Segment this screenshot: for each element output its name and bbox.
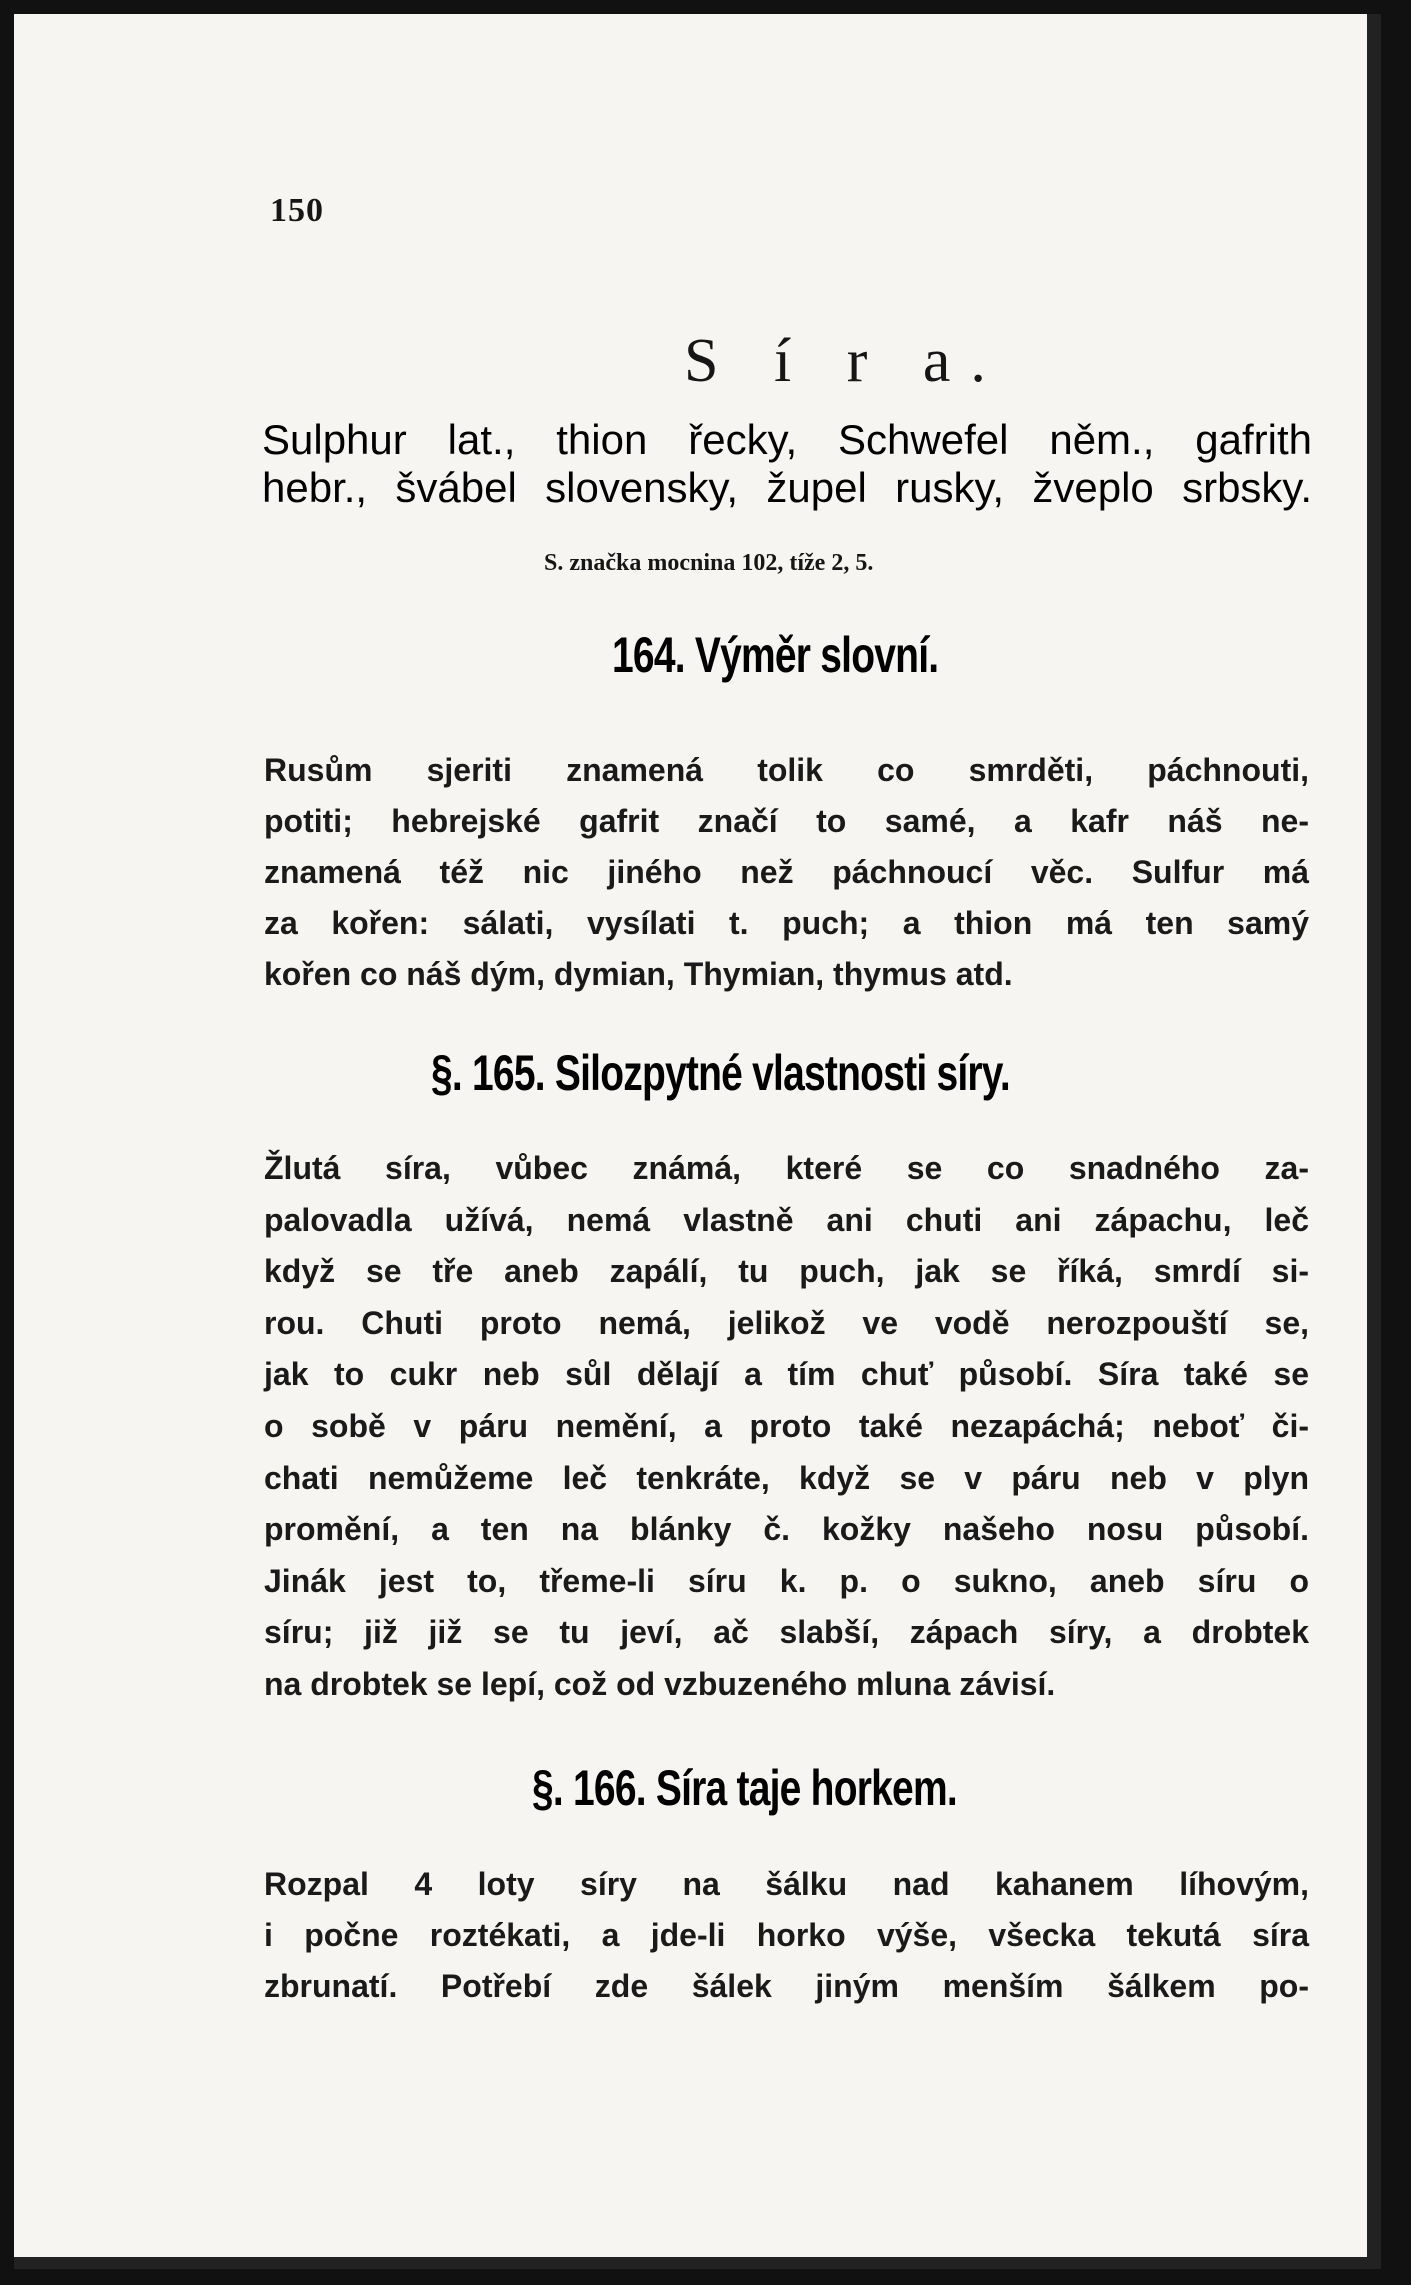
chapter-title: S í r a. [684,327,1006,395]
text-line: i počne roztékati, a jde-li horko výše, všecka tekutá síra [264,1917,1309,1953]
section-heading: §. 165. Silozpytné vlastnosti síry. [431,1045,1010,1101]
text-line: když se tře aneb zapálí, tu puch, jak se říká, smrdí si- [264,1253,1309,1290]
text-line: rou. Chuti proto nemá, jelikož ve vodě nerozpouští se, [264,1304,1309,1341]
synonyms-line: Sulphur lat., thion řecky, Schwefel něm., gafrith [262,416,1312,463]
text-line: Jinák jest to, třeme-li síru k. p. o sukno, aneb síru o [264,1562,1309,1599]
text-line: chati nemůžeme leč tenkráte, když se v páru neb v plyn [264,1459,1309,1496]
text-line: za kořen: sálati, vysílati t. puch; a thion má ten samý [264,905,1309,941]
section-paragraph [264,1859,1309,2012]
text-line: síru; již již se tu jeví, ač slabší, zápach síry, a drobtek [264,1614,1309,1651]
text-line: promění, a ten na blánky č. kožky našeho nosu působí. [264,1511,1309,1548]
text-line: potiti; hebrejské gafrit značí to samé, a kafr náš ne- [264,803,1309,839]
section-paragraph [264,745,1309,1000]
page-edge-shadow [14,2257,1381,2269]
text-line: Rusům sjeriti znamená tolik co smrděti, páchnouti, [264,752,1309,788]
text-line: Žlutá síra, vůbec známá, které se co snadného za- [264,1150,1309,1186]
element-properties: S. značka mocnina 102, tíže 2, 5. [544,550,874,576]
text-line: jak to cukr neb sůl dělají a tím chuť působí. Síra také se [264,1356,1309,1393]
text-line: Rozpal 4 loty síry na šálku nad kahanem líhovým, [264,1866,1309,1902]
section-heading: §. 166. Síra taje horkem. [532,1760,957,1816]
text-line: znamená též nic jiného než páchnoucí věc. Sulfur má [264,854,1309,890]
section-paragraph [264,1143,1309,1711]
text-line: palovadla užívá, nemá vlastně ani chuti ani zápachu, leč [264,1201,1309,1238]
section-heading: 164. Výměr slovní. [612,627,939,683]
text-line: na drobtek se lepí, což od vzbuzeného mluna závisí. [264,1665,1056,1702]
page-number: 150 [270,192,324,229]
page-edge-shadow [1367,14,1381,2269]
synonyms-block [262,416,1312,512]
text-line: kořen co náš dým, dymian, Thymian, thymus atd. [264,956,1013,992]
text-line: zbrunatí. Potřebí zde šálek jiným menším šálkem po- [264,1968,1309,2004]
book-page [14,14,1381,2269]
synonyms-line: hebr., švábel slovensky, župel rusky, žveplo srbsky. [262,464,1312,511]
text-line: o sobě v páru nemění, a proto také nezapáchá; neboť či- [264,1407,1309,1444]
